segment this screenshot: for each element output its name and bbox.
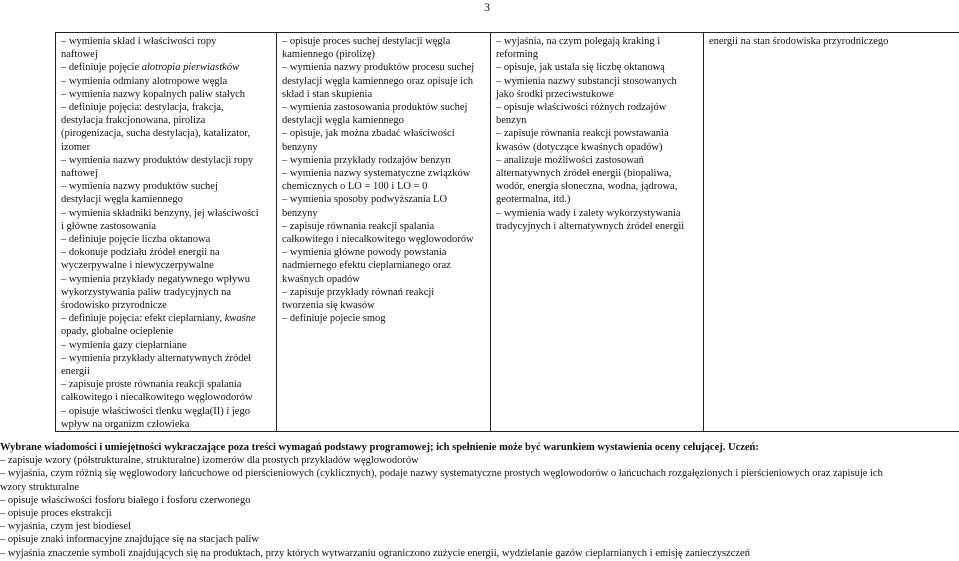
requirement-line: całkowitego i niecałkowitego węglowodorów xyxy=(282,234,474,246)
requirement-line: – definiuje pojęcie liczba oktanowa xyxy=(61,234,211,246)
column-4 xyxy=(704,33,959,432)
requirement-line: – wymienia nazwy systematyczne związków xyxy=(282,168,471,180)
requirement-line: tworzenia się kwasów xyxy=(282,300,375,312)
requirement-line: – wyjaśnia, na czym polegają kraking i xyxy=(496,36,661,47)
requirement-line: – definiuje pojęcia: destylacja, frakcja, xyxy=(61,102,224,114)
requirement-line: – wymienia nazwy kopalnych paliw stałych xyxy=(61,88,245,100)
note-line: – opisuje znaki informacyjne znajdujące się na stacjach paliw xyxy=(0,534,259,546)
note-line: – wyjaśnia, czym różnią się węglowodory łańcuchowe od pierścieniowych (cyklicznych), podaje nazwy systematyczne prostych węglowodorów o łańcuchach rozgałęzionych i pierścieniowych oraz zapisuje ich xyxy=(0,468,883,480)
requirement-line: (pirogenizacja, sucha destylacja), katalizator, xyxy=(61,128,251,140)
column-3 xyxy=(491,33,704,432)
requirement-line: – opisuje właściwości różnych rodzajów xyxy=(496,102,667,114)
requirement-line: – definiuje pojęcie alotropia pierwiastków xyxy=(61,62,240,74)
requirement-line: energii na stan środowiska przyrodniczego xyxy=(709,36,889,47)
requirement-line: – wymienia skład i właściwości ropy xyxy=(61,36,217,47)
requirement-line: reforming xyxy=(496,49,538,61)
requirement-line: – opisuje proces suchej destylacji węgla xyxy=(282,36,451,47)
requirement-line: kwasów (dotyczące kwaśnych opadów) xyxy=(496,141,663,153)
requirement-line: jako środki przeciwstukowe xyxy=(496,88,614,100)
requirement-line: geotermalna, itd.) xyxy=(496,194,571,206)
requirement-line: – definiuje pojęcia: efekt cieplarniany, kwaśne xyxy=(61,313,256,325)
requirement-line: – wymienia odmiany alotropowe węgla xyxy=(61,75,228,87)
requirement-line: destylacji węgla kamiennego xyxy=(61,194,183,206)
requirement-line: – wymienia przykłady negatywnego wpływu xyxy=(61,273,250,285)
requirement-line: opady, globalne ocieplenie xyxy=(61,326,174,338)
requirement-line: – wymienia zastosowania produktów suchej xyxy=(282,102,468,114)
requirement-line: wpływ na organizm człowieka xyxy=(61,418,190,430)
requirement-line: tradycyjnych i alternatywnych źródeł energii xyxy=(496,220,685,232)
requirement-line: kwaśnych opadów xyxy=(282,273,360,285)
note-line: – zapisuje wzory (półstrukturalne, strukturalne) izomerów dla prostych przykładów węglowodorów xyxy=(0,455,419,467)
note-line: – opisuje proces ekstrakcji xyxy=(0,508,112,520)
note-line: – wyjaśnia znaczenie symboli znajdujących się na produktach, przy których wytwarzaniu ograniczono zużycie energii, wydzielanie gazów cieplarnianych i emisję zanieczyszczeń xyxy=(0,547,750,559)
requirement-line: – opisuje właściwości tlenku węgla(II) i jego xyxy=(61,405,250,417)
requirement-line: wykorzystywania paliw tradycyjnych na xyxy=(61,286,231,298)
note-line: wzory strukturalne xyxy=(0,481,80,493)
column-1 xyxy=(56,33,277,432)
requirement-line: – opisuje, jak można zbadać właściwości xyxy=(282,128,455,140)
requirement-line: – zapisuje równania reakcji powstawania xyxy=(496,128,669,140)
requirement-line: – zapisuje równania reakcji spalania xyxy=(282,220,435,232)
notes-list xyxy=(0,454,959,560)
requirement-line: destylacji węgla kamiennego xyxy=(282,115,404,127)
requirement-line: naftowej xyxy=(61,49,98,61)
requirement-line: – wymienia nazwy substancji stosowanych xyxy=(496,75,677,87)
requirement-line: – wymienia gazy cieplarniane xyxy=(61,339,187,351)
column-2 xyxy=(277,33,491,432)
requirement-line: – wymienia główne powody powstania xyxy=(282,247,447,259)
requirement-line: wyczerpywalne i niewyczerpywalne xyxy=(61,260,214,272)
requirement-line: – zapisuje proste równania reakcji spalania xyxy=(61,379,242,391)
note-line: – wyjaśnia, czym jest biodiesel xyxy=(0,521,131,533)
notes-title: Wybrane wiadomości i umiejętności wykraczające poza treści wymagań podstawy programowej; ich spełnienie może być warunkiem wystawienia oceny celującej. Uczeń: xyxy=(0,442,759,453)
requirement-line: – wymienia sposoby podwyższania LO xyxy=(282,194,448,206)
requirement-line: benzyny xyxy=(282,141,318,153)
requirement-line: izomer xyxy=(61,141,91,153)
requirement-line: naftowej xyxy=(61,168,98,180)
requirement-line: – dokonuje podziału źródeł energii na xyxy=(61,247,220,259)
requirement-line: – wymienia nazwy produktów destylacji ropy xyxy=(61,154,254,166)
page-number: 3 xyxy=(484,0,490,14)
requirement-line: i główne zastosowania xyxy=(61,220,157,232)
requirement-line: chemicznych o LO = 100 i LO = 0 xyxy=(282,181,428,193)
requirement-line: skład i stan skupienia xyxy=(282,88,373,100)
requirement-line: benzyn xyxy=(496,115,527,127)
requirement-line: – analizuje możliwości zastosowań xyxy=(496,154,644,166)
requirement-line: – wymienia przykłady alternatywnych źródeł xyxy=(61,352,252,364)
table-row xyxy=(56,33,959,432)
requirement-line: energii xyxy=(61,366,90,378)
requirement-line: – opisuje, jak ustala się liczbę oktanową xyxy=(496,62,665,74)
notes-section xyxy=(0,441,959,560)
requirement-line: – wymienia nazwy produktów suchej xyxy=(61,181,218,193)
requirements-table xyxy=(55,32,959,432)
requirement-line: całkowitego i niecałkowitego węglowodorów xyxy=(61,392,253,404)
requirement-line: wodór, energia słoneczna, wodna, jądrowa, xyxy=(496,181,678,193)
requirement-line: – wymienia przykłady rodzajów benzyn xyxy=(282,154,451,166)
requirement-line: – definiuje pojecie smog xyxy=(282,313,386,325)
requirement-line: destylacji węgla kamiennego oraz opisuje ich xyxy=(282,75,473,87)
requirement-line: alternatywnych źródeł energii (biopaliwa, xyxy=(496,168,672,180)
note-line: – opisuje właściwości fosforu białego i fosforu czerwonego xyxy=(0,494,251,506)
requirement-line: kamiennego (pirolizę) xyxy=(282,49,376,61)
requirement-line: – wymienia składniki benzyny, jej właściwości xyxy=(61,207,259,219)
requirement-line: nadmiernego efektu cieplarnianego oraz xyxy=(282,260,451,272)
requirement-line: destylacja frakcjonowana, piroliza xyxy=(61,115,206,127)
requirement-line: – zapisuje przykłady równań reakcji xyxy=(282,286,435,298)
requirement-line: benzyny xyxy=(282,207,318,219)
requirement-line: – wymienia wady i zalety wykorzystywania xyxy=(496,207,681,219)
requirement-line: – wymienia nazwy produktów procesu suchej xyxy=(282,62,475,74)
requirement-line: środowisko przyrodnicze xyxy=(61,300,167,312)
